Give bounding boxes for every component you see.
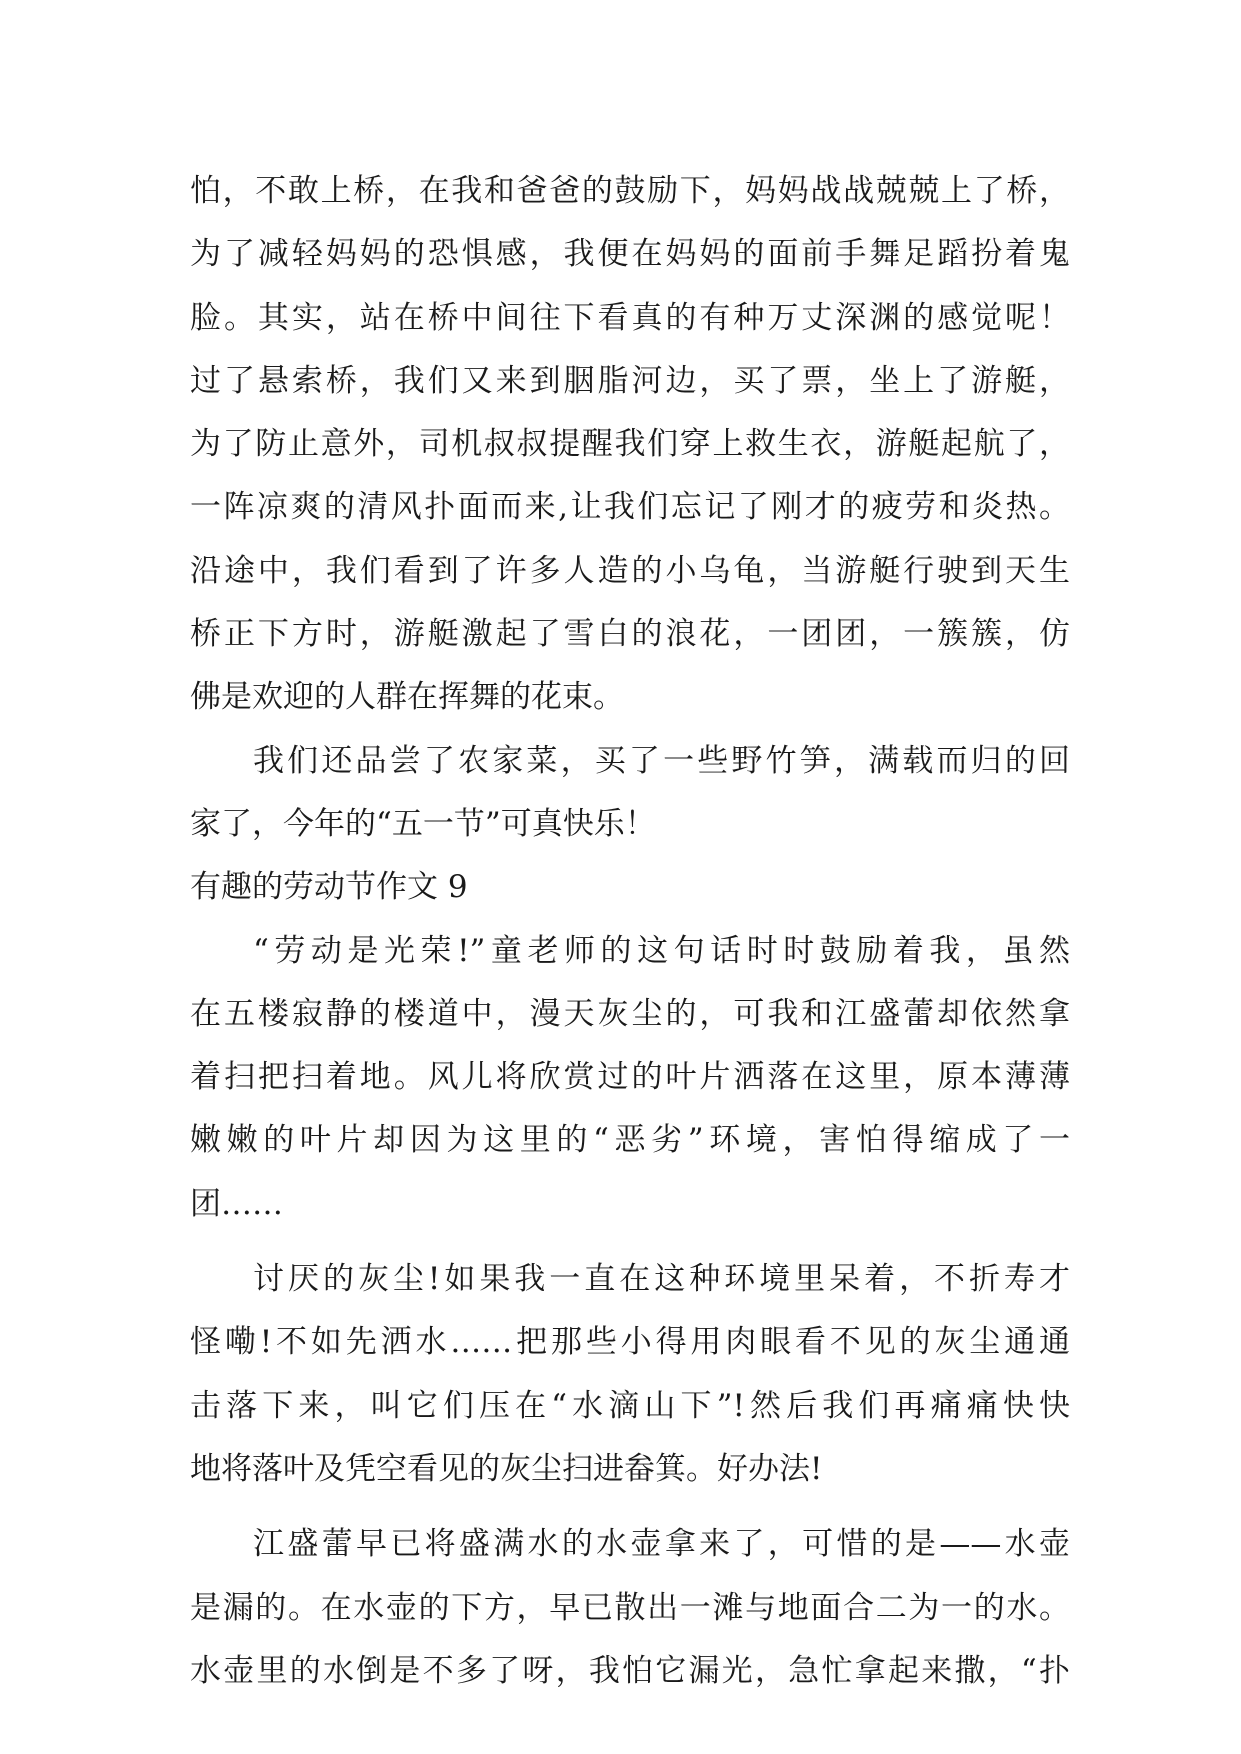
paragraph-spacer (190, 1501, 1070, 1513)
paragraph-line: 家了，今年的“五一节”可真快乐！ (190, 805, 656, 842)
paragraph-line: 一阵凉爽的清风扑面而来,让我们忘记了刚才的疲劳和炎热。 (190, 489, 1070, 526)
paragraph-line: 沿途中，我们看到了许多人造的小乌龟，当游艇行驶到天生 (190, 552, 1070, 589)
paragraph-1 (190, 160, 1070, 730)
paragraph-line: 讨厌的灰尘!如果我一直在这种环境里呆着，不折寿才 (253, 1261, 1070, 1298)
paragraph-line: 为了减轻妈妈的恐惧感，我便在妈妈的面前手舞足蹈扮着鬼 (190, 236, 1070, 273)
paragraph-line: 团…… (190, 1185, 283, 1222)
paragraph-line: 佛是欢迎的人群在挥舞的花束。 (190, 679, 624, 716)
essay-heading: 有趣的劳动节作文 9 (190, 869, 468, 906)
paragraph-line: 桥正下方时，游艇激起了雪白的浪花，一团团，一簇簇，仿 (190, 616, 1070, 653)
paragraph-4 (190, 1248, 1070, 1501)
paragraph-line: 过了悬索桥，我们又来到胭脂河边，买了票，坐上了游艇， (190, 362, 1070, 399)
paragraph-spacer (190, 1236, 1070, 1248)
paragraph-line: “劳动是光荣!”童老师的这句话时时鼓励着我，虽然 (253, 932, 1070, 969)
paragraph-line: 嫩嫩的叶片却因为这里的“恶劣”环境，害怕得缩成了一 (190, 1122, 1070, 1159)
document-body (190, 160, 1070, 1703)
paragraph-line: 怕，不敢上桥，在我和爸爸的鼓励下，妈妈战战兢兢上了桥， (190, 173, 1070, 209)
paragraph-line: 着扫把扫着地。风儿将欣赏过的叶片洒落在这里，原本薄薄 (190, 1059, 1070, 1096)
paragraph-line: 在五楼寂静的楼道中，漫天灰尘的，可我和江盛蕾却依然拿 (190, 995, 1070, 1032)
paragraph-line: 水壶里的水倒是不多了呀，我怕它漏光，急忙拿起来撒，“扑 (190, 1652, 1070, 1689)
paragraph-3 (190, 920, 1070, 1236)
paragraph-5 (190, 1513, 1070, 1703)
paragraph-line: 为了防止意外，司机叔叔提醒我们穿上救生衣，游艇起航了， (190, 426, 1070, 463)
paragraph-line: 我们还品尝了农家菜，买了一些野竹笋，满载而归的回 (253, 742, 1070, 779)
paragraph-line: 是漏的。在水壶的下方，早已散出一滩与地面合二为一的水。 (190, 1589, 1070, 1626)
paragraph-line: 脸。其实，站在桥中间往下看真的有种万丈深渊的感觉呢！ (190, 299, 1070, 336)
paragraph-line: 怪嘞!不如先洒水……把那些小得用肉眼看不见的灰尘通通 (190, 1324, 1070, 1361)
paragraph-line: 击落下来，叫它们压在“水滴山下”!然后我们再痛痛快快 (190, 1387, 1070, 1424)
paragraph-2 (190, 730, 1070, 857)
paragraph-line: 地将落叶及凭空看见的灰尘扫进畚箕。好办法! (190, 1450, 823, 1487)
paragraph-line: 江盛蕾早已将盛满水的水壶拿来了，可惜的是——水壶 (253, 1526, 1070, 1563)
